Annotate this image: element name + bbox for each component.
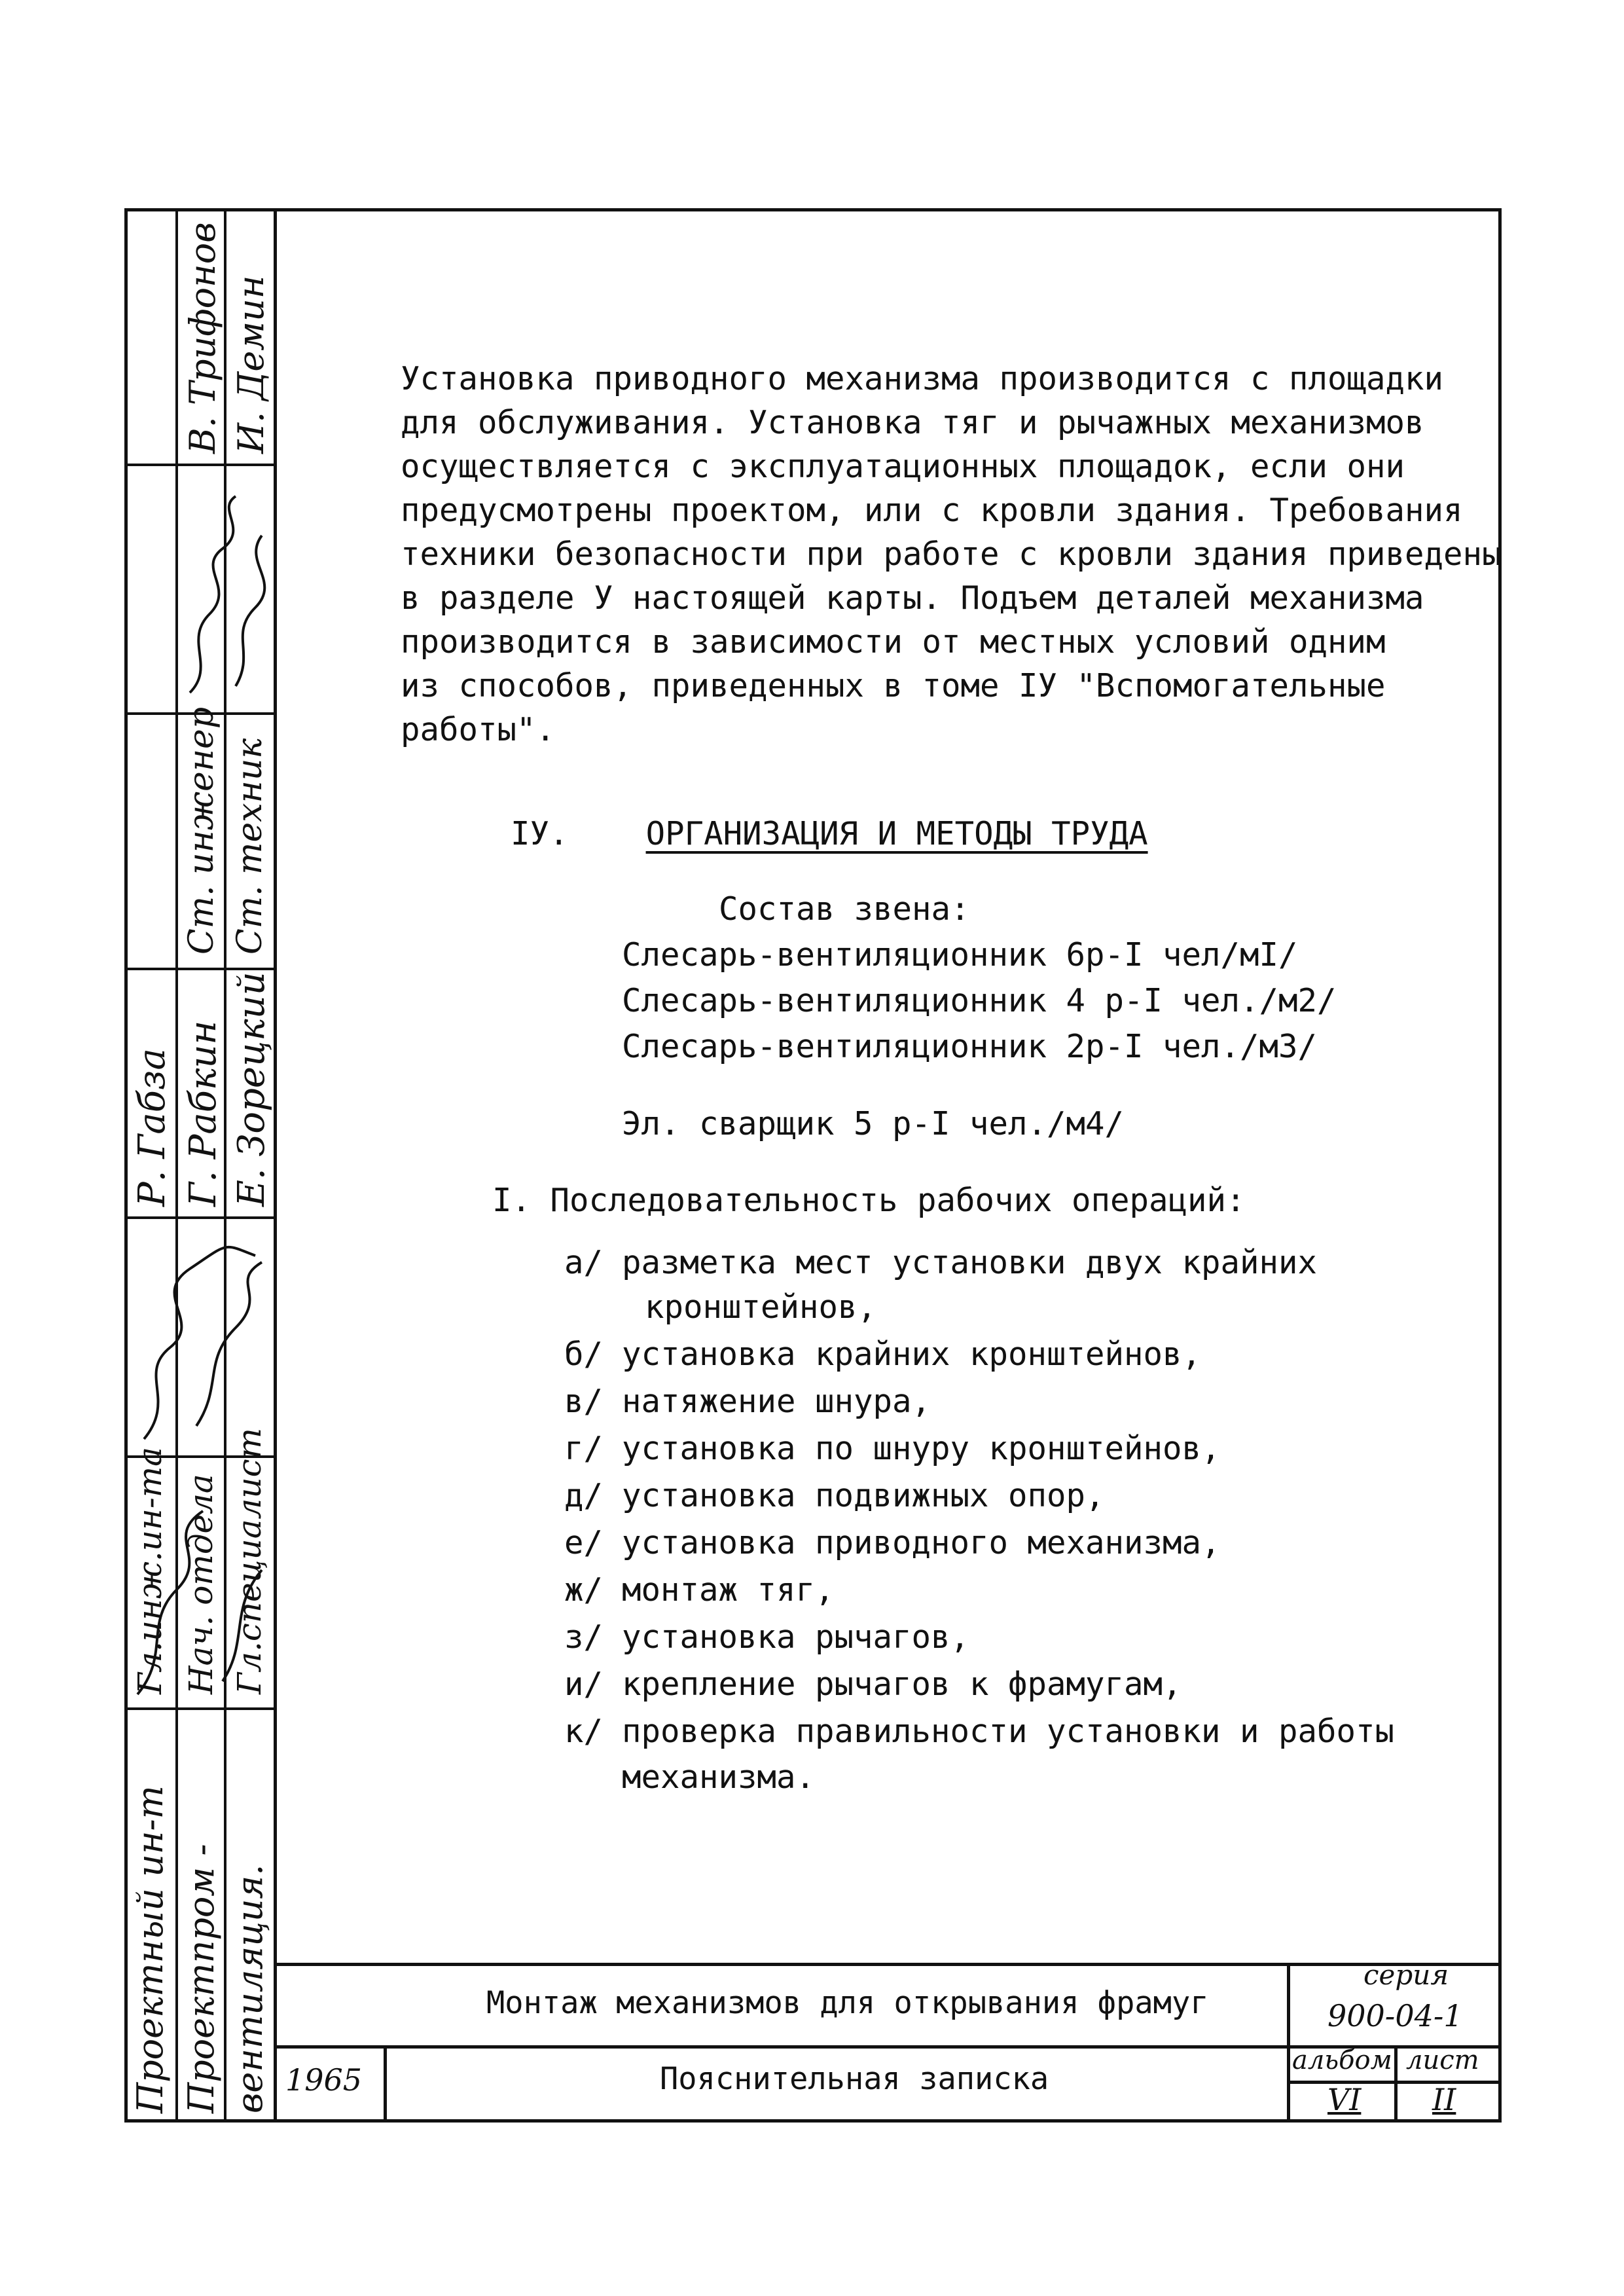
- section-number: IУ.: [511, 815, 569, 852]
- text-line: техники безопасности при работе с кровли здания приведены: [401, 536, 1502, 573]
- operation-text: механизма.: [622, 1758, 816, 1796]
- section-title: ОРГАНИЗАЦИЯ И МЕТОДЫ ТРУДА: [645, 815, 1148, 852]
- title-block-line: [274, 1963, 1502, 1966]
- operation-text: монтаж тяг,: [622, 1571, 835, 1609]
- signature-mark: [124, 1459, 277, 1701]
- operation-text: кронштейнов,: [645, 1288, 877, 1326]
- operations-heading: I. Последовательность рабочих операций:: [492, 1182, 1246, 1219]
- sheet-label: лист: [1406, 2045, 1479, 2075]
- document-year: 1965: [285, 2062, 363, 2098]
- operation-mark: д/: [564, 1477, 604, 1514]
- signature-mark: [177, 470, 275, 706]
- operation-mark: в/: [564, 1383, 604, 1420]
- operation-mark: ж/: [564, 1571, 604, 1609]
- title-block-line: [384, 2045, 387, 2123]
- operation-mark: г/: [564, 1430, 604, 1467]
- crew-member: Слесарь-вентиляционник 4 р-I чел./м2/: [622, 982, 1337, 1019]
- section-heading: [511, 815, 1148, 852]
- stamp-role: Гл.инж.ин-та: [131, 1447, 169, 1694]
- text-line: из способов, приведенных в томе IУ "Вспомогательные: [401, 667, 1386, 704]
- title-block: [274, 1959, 1502, 2123]
- stamp-name: Г. Рабкин: [182, 1020, 225, 1207]
- stamp-divider: [124, 968, 277, 970]
- stamp-org-line: Проектпром -: [181, 1844, 222, 2113]
- album-label: альбом: [1292, 2045, 1392, 2075]
- stamp-role: Гл.специалист: [230, 1428, 268, 1694]
- operation-text: проверка правильности установки и работы: [622, 1713, 1395, 1750]
- document-subtitle: Пояснительная записка: [660, 2061, 1049, 2097]
- stamp-name: И. Демин: [230, 275, 272, 454]
- crew-member: Слесарь-вентиляционник 6р-I чел/мI/: [622, 936, 1298, 974]
- stamp-org-line: Проектный ин-т: [130, 1785, 171, 2113]
- sheet-value: II: [1432, 2082, 1456, 2117]
- title-block-line: [1287, 1963, 1290, 2123]
- operation-text: установка рычагов,: [622, 1618, 970, 1656]
- approval-stamp: [124, 208, 277, 2123]
- crew-welder: Эл. сварщик 5 р-I чел./м4/: [622, 1105, 1125, 1142]
- stamp-role: Ст. инженер: [182, 706, 221, 955]
- operation-text: установка крайних кронштейнов,: [622, 1336, 1202, 1373]
- operation-mark: а/: [564, 1244, 604, 1281]
- text-line: производится в зависимости от местных условий одним: [401, 623, 1386, 661]
- text-line: осуществляется с эксплуатационных площадок, если они: [401, 448, 1405, 485]
- series-label: серия: [1363, 1959, 1449, 1991]
- operation-mark: з/: [564, 1618, 604, 1656]
- operation-text: разметка мест установки двух крайних: [622, 1244, 1318, 1281]
- series-value: 900-04-1: [1327, 1998, 1463, 2033]
- stamp-divider: [124, 464, 277, 466]
- album-value: VI: [1327, 2082, 1362, 2117]
- operation-mark: к/: [564, 1713, 604, 1750]
- text-line: работы".: [401, 711, 556, 748]
- operation-text: установка подвижных опор,: [622, 1477, 1105, 1514]
- operation-mark: б/: [564, 1336, 604, 1373]
- stamp-role: Нач. отдела: [182, 1474, 220, 1694]
- stamp-org-line: вентиляция.: [229, 1864, 270, 2113]
- stamp-name: В. Трифонов: [182, 222, 223, 454]
- crew-heading: Состав звена:: [719, 890, 970, 928]
- operation-mark: и/: [564, 1666, 604, 1703]
- text-line: для обслуживания. Установка тяг и рычажных механизмов: [401, 404, 1424, 441]
- operation-mark: е/: [564, 1524, 604, 1561]
- operation-text: установка приводного механизма,: [622, 1524, 1221, 1561]
- stamp-divider: [124, 1216, 277, 1219]
- operation-text: натяжение шнура,: [622, 1383, 931, 1420]
- document-title: Монтаж механизмов для открывания фрамуг: [486, 1985, 1209, 2021]
- operation-text: установка по шнуру кронштейнов,: [622, 1430, 1221, 1467]
- text-line: в разделе У настоящей карты. Подъем деталей механизма: [401, 579, 1424, 617]
- stamp-divider: [124, 1707, 277, 1710]
- intro-paragraph: [401, 357, 1513, 752]
- signature-mark: [124, 1230, 277, 1452]
- stamp-name: Е. Зорецкий: [230, 972, 273, 1207]
- stamp-name: Р. Габза: [131, 1048, 173, 1207]
- crew-member: Слесарь-вентиляционник 2р-I чел./м3/: [622, 1028, 1318, 1065]
- text-line: Установка приводного механизма производится с площадки: [401, 360, 1444, 397]
- operation-text: крепление рычагов к фрамугам,: [622, 1666, 1182, 1703]
- text-line: предусмотрены проектом, или с кровли здания. Требования: [401, 492, 1463, 529]
- stamp-role: Ст. техник: [230, 738, 270, 955]
- title-block-line: [1394, 2045, 1398, 2123]
